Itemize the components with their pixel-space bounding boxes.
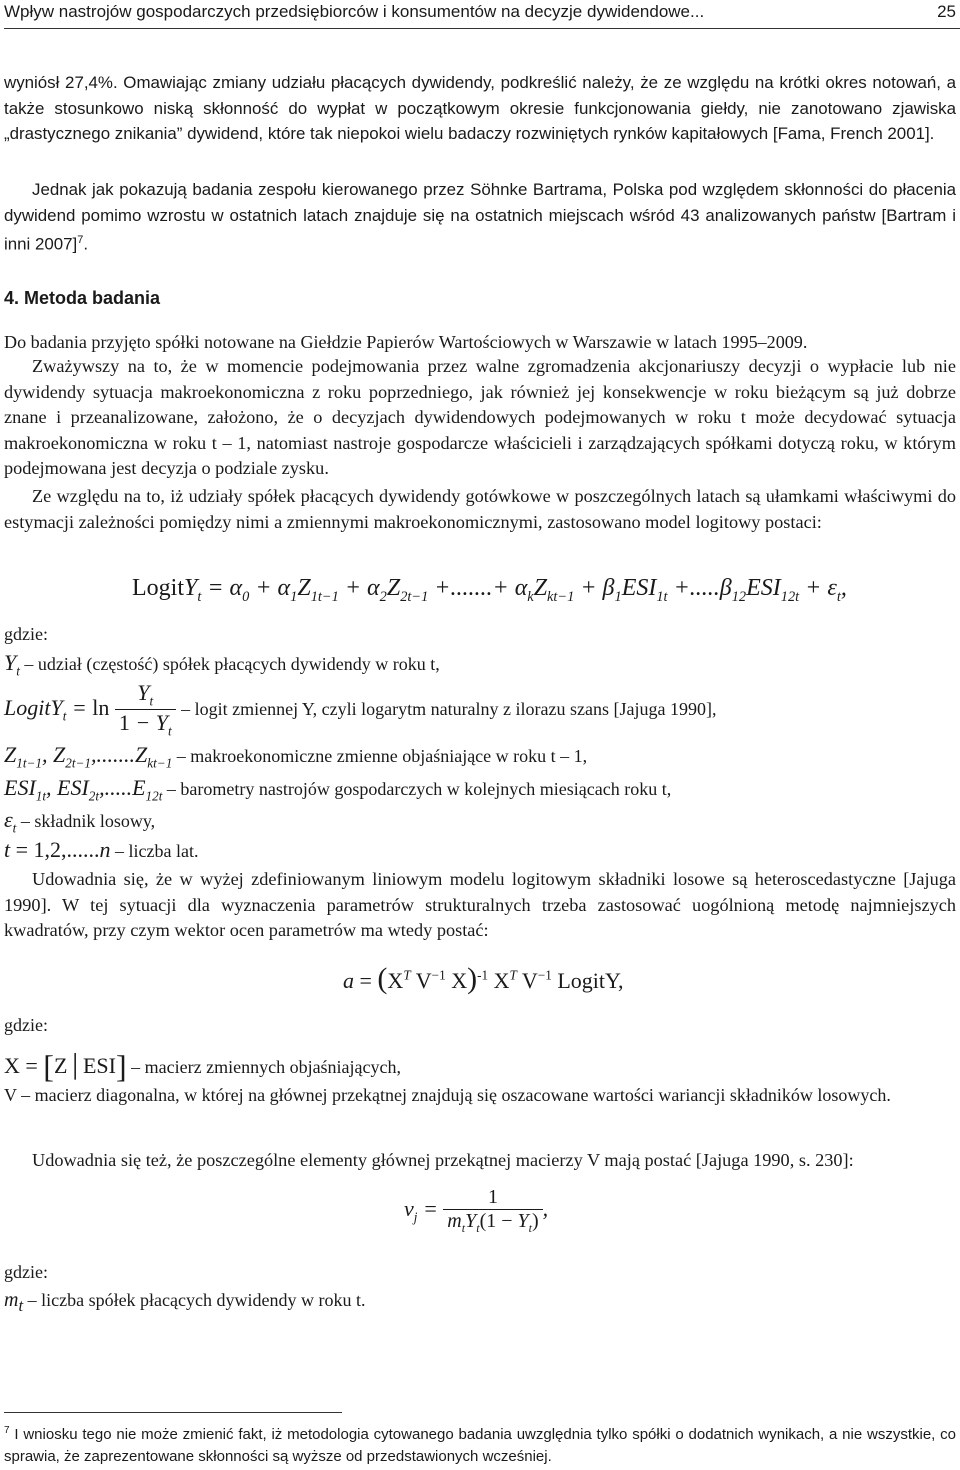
gls-estimator-equation: $a = (X^T$ $V^{-1}$ X)$^{-1}$ $X^T$ $V^{-1}$ LogitY,	[343, 962, 624, 995]
definition-esi	[4, 775, 956, 804]
paragraph-4: Zważywszy na to, że w momencie podejmowania przez walne zgromadzenia akcjonariuszy decyzji o wypłacie lub nie dywidendy sytuacja makroekonomiczna z roku poprzedniego, jak również jej konsekwencje w roku bieżącym są już dobrze znane i przeanalizowane, założono, że o decyzjach dywidendowych podejmowanych w roku t może decydować sytuacja makroekonomiczna w roku t – 1, natomiast nastroje gospodarcze właścicieli i zarządzających spółkami dotyczą roku, w którym podejmowana jest decyzja o podziale zysku.	[4, 356, 956, 479]
paragraph-2-end: .	[83, 234, 89, 254]
where-label-2: gdzie:	[4, 1015, 48, 1035]
definition-v: V – macierz diagonalna, w której na głównej przekątnej znajdują się oszacowane wartości wariancji składników losowych.	[4, 1085, 891, 1105]
definition-mt	[4, 1289, 366, 1316]
paragraph-2	[4, 177, 956, 257]
running-header	[4, 0, 960, 29]
symbol-yt: $Y_t$	[4, 650, 20, 679]
paragraph-2-text: Jednak jak pokazują badania zespołu kierowanego przez Söhnke Bartrama, Polska pod względem skłonności do płacenia dywidend pomimo wzrostu w ostatnich latach znajduje się na ostatnich miejscach wśród 43 analizowanych państw [Bartram i inni 2007]	[4, 180, 956, 254]
symbol-logit: LogitY$_t$ = ln $\frac{Y_t}{1 - Y_t}$	[4, 695, 181, 720]
symbol-epsilon: $\varepsilon_t$	[4, 807, 17, 836]
definition-t-text: – liczba lat.	[115, 841, 199, 861]
definition-logit-text: – logit zmiennej Y, czyli logarytm naturalny z ilorazu szans [Jajuga 1990],	[181, 698, 717, 719]
footnote-text: I wniosku tego nie może zmienić fakt, iż metodologia cytowanego badania uwzględnia tylko spółki o dodatnich wynikach, a nie wszystkie, co sprawia, że zaprezentowane skłonności są wyższe od przedstawionych wcześniej.	[4, 1426, 957, 1465]
definition-esi-text: – barometry nastrojów gospodarczych w kolejnych miesiącach roku t,	[166, 779, 672, 799]
variance-equation: $v_j$ = $\frac{1}{m_tY_t(1 - Y_t)}$ ,	[404, 1186, 549, 1235]
paragraph-5: Ze względu na to, iż udziały spółek płacących dywidendy gotówkowe w poszczególnych latach są ułamkami właściwymi do estymacji zależności pomiędzy nimi a zmiennymi makroekonomicznymi, zastosowano model logitowy postaci:	[4, 486, 956, 532]
definition-epsilon-text: – składnik losowy,	[20, 811, 156, 831]
symbol-t: t = 1,2,......n	[4, 837, 111, 862]
definition-epsilon	[4, 807, 956, 836]
paragraph-1: wyniósł 27,4%. Omawiając zmiany udziału płacących dywidendy, podkreślić należy, że ze względu na krótki okres notowań, a także stosunkowo niską skłonność do wypłat w początkowym okresie funkcjonowania giełdy, nie zanotowano zjawiska „drastycznego znikania” dywidend, które tak niepokoi wielu badaczy rozwiniętych rynków kapitałowych [Fama, French 2001].	[4, 73, 956, 144]
definition-z	[4, 742, 956, 771]
definition-mt-text: – liczba spółek płacących dywidendy w roku t.	[27, 1290, 366, 1310]
definition-t	[4, 837, 956, 863]
header-title: Wpływ nastrojów gospodarczych przedsiębiorców i konsumentów na decyzje dywidendowe...	[4, 2, 705, 21]
paragraph-3: Do badania przyjęto spółki notowane na Giełdzie Papierów Wartościowych w Warszawie w latach 1995–2009.	[4, 332, 808, 352]
footnote-7	[4, 1420, 956, 1468]
footnote-ref-7[interactable]: 7	[77, 234, 84, 247]
definition-yt	[4, 650, 956, 679]
definition-x	[4, 1048, 401, 1085]
paragraph-7: Udowadnia się też, że poszczególne elementy głównej przekątnej macierzy V mają postać [Jajuga 1990, s. 230]:	[32, 1150, 854, 1170]
symbol-z: $Z_{1t-1}$, $Z_{2t-1},.......Z_{kt-1}$	[4, 742, 173, 771]
symbol-x: X = [Z│ESI]	[4, 1048, 127, 1084]
definition-yt-text: – udział (częstość) spółek płacących dywidendy w roku t,	[24, 654, 440, 674]
where-label-1: gdzie:	[4, 624, 48, 644]
footnote-divider	[4, 1412, 342, 1413]
definition-logit	[4, 680, 956, 740]
definition-z-text: – makroekonomiczne zmienne objaśniające w roku t – 1,	[176, 746, 588, 766]
footnote-number: 7	[4, 1425, 10, 1436]
logit-model-equation: LogitY$_t$ = $\alpha_0 + \alpha_1Z_{1t-1} + \alpha_2Z_{2t-1}$ +.......+ $\alpha_kZ_{kt-1} + \beta_1ESI_{1t} +.....\beta_{12}ESI_{12t} + \varepsilon_t$,	[132, 575, 847, 605]
section-heading: 4. Metoda badania	[4, 288, 161, 308]
symbol-mt: $m_t$	[4, 1289, 24, 1315]
paragraph-6: Udowadnia się, że w wyżej zdefiniowanym liniowym modelu logitowym składniki losowe są heteroscedastyczne [Jajuga 1990]. W tej sytuacji dla wyznaczenia parametrów strukturalnych trzeba zastosować uogólnioną metodę najmniejszych kwadratów, przy czym wektor ocen parametrów ma wtedy postać:	[4, 869, 956, 941]
symbol-esi: $ESI_{1t}$, $ESI_{2t},.....E_{12t}$	[4, 775, 163, 804]
definition-x-text: – macierz zmiennych objaśniających,	[131, 1057, 402, 1077]
where-label-3: gdzie:	[4, 1262, 48, 1282]
page-number: 25	[937, 2, 956, 21]
